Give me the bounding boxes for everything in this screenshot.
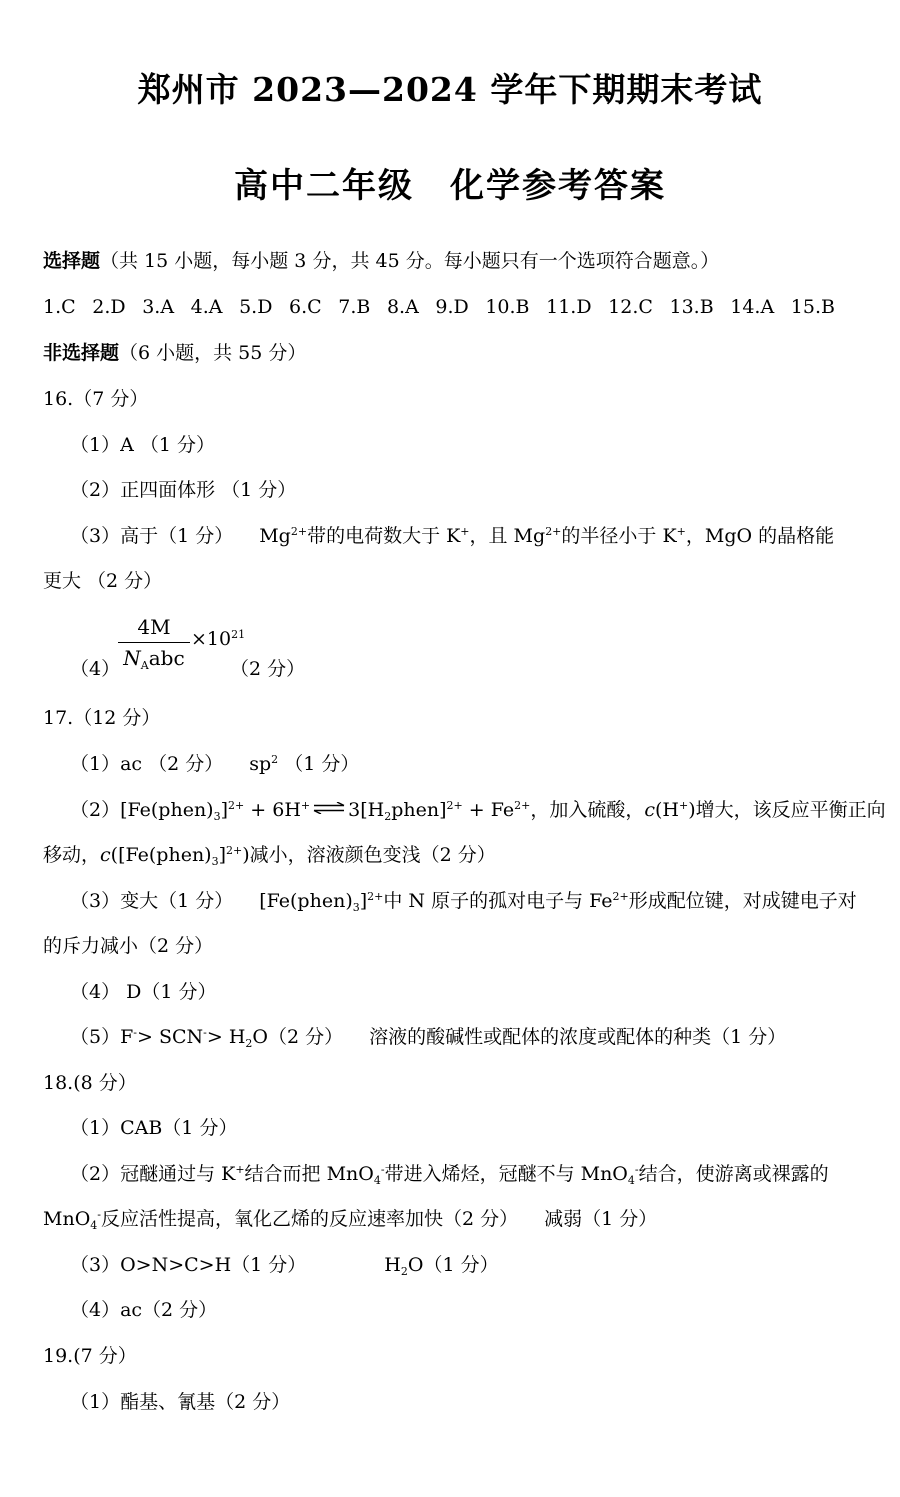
subscript: 4 (627, 1174, 635, 1187)
q16-part3-cont: 更大 （2 分） (43, 570, 163, 592)
text-span: 的半径小于 K (561, 525, 677, 547)
subscript: 2 (384, 810, 392, 823)
superscript: - (634, 1163, 639, 1176)
q18-part2-cont (43, 1205, 858, 1233)
q16-part3-answer: （3）高于（1 分） (70, 525, 234, 547)
mc-answer: 10.B (485, 296, 530, 318)
text-span: phen] (391, 799, 447, 821)
text-span: )增大，该反应平衡正向 (688, 799, 886, 821)
subscript: 2 (245, 1037, 253, 1050)
superscript: + (235, 1163, 245, 1176)
q18-part2 (70, 1160, 885, 1188)
text-span: 溶液的酸碱性或配体的浓度或配体的种类（1 分） (369, 1026, 787, 1048)
superscript: 2+ (228, 799, 245, 812)
mc-heading-line (43, 247, 858, 275)
text-span: abc (148, 646, 185, 670)
equilibrium-arrow-icon (312, 802, 346, 814)
subscript: 3 (211, 855, 219, 868)
fraction-denominator (118, 643, 190, 673)
text-span: （1 分） (278, 753, 360, 775)
superscript: 2+ (514, 799, 531, 812)
mc-answer: 13.B (669, 296, 714, 318)
mc-answer: 8.A (386, 296, 419, 318)
nonmc-heading-line (43, 339, 858, 367)
q16-part1: （1）A （1 分） (70, 434, 215, 456)
text-span: 减弱（1 分） (544, 1208, 658, 1230)
q17-part3 (70, 887, 885, 915)
text-span: ×10 (191, 628, 232, 650)
superscript: - (97, 1208, 101, 1221)
text-span: 3[H (348, 799, 385, 821)
text-span: ，加入硫酸， (530, 799, 645, 821)
q16-part4-label: （4） (70, 658, 121, 680)
superscript: 21 (231, 628, 246, 641)
text-span: 带的电荷数大于 K (307, 525, 461, 547)
text-span: 带进入烯烃，冠醚不与 MnO (384, 1163, 628, 1185)
mc-answer: 1.C (43, 296, 76, 318)
text-span: 中 N 原子的孤对电子与 Fe (383, 890, 613, 912)
text-span: 形成配位键，对成键电子对 (628, 890, 857, 912)
exam-title: 郑州市 2023—2024 学年下期期末考试 (137, 70, 763, 109)
q16-part2: （2）正四面体形 （1 分） (70, 479, 297, 501)
text-span: ，MgO 的晶格能 (685, 525, 835, 547)
superscript: + (679, 799, 689, 812)
text-span: sp (249, 753, 272, 775)
superscript: 2+ (612, 890, 629, 903)
text-span: ] (218, 844, 227, 866)
text-span: ] (359, 890, 368, 912)
q16-part4-points: （2 分） (230, 658, 306, 680)
q17-part5 (70, 1023, 885, 1051)
q18-header: 18.(8 分） (43, 1072, 137, 1094)
mc-answer: 11.D (546, 296, 592, 318)
density-fraction (118, 612, 190, 673)
text-span: （2）冠醚通过与 K (70, 1163, 236, 1185)
q16-part4 (70, 612, 470, 692)
subscript: 4 (373, 1174, 381, 1187)
text-span: + 6H (244, 799, 301, 821)
mc-answer: 7.B (338, 296, 371, 318)
superscript: 2+ (545, 525, 562, 538)
superscript: + (300, 799, 311, 812)
superscript: - (203, 1026, 207, 1039)
subscript: 2 (400, 1265, 408, 1278)
q17-part2 (70, 796, 885, 824)
q16-header: 16.（7 分） (43, 388, 149, 410)
text-span: O（2 分） (252, 1026, 344, 1048)
text-span: ] (220, 799, 229, 821)
q18-part3 (70, 1251, 885, 1279)
text-span: ([Fe(phen) (110, 844, 212, 866)
text-span: MnO (43, 1208, 91, 1230)
mc-answer: 14.A (730, 296, 775, 318)
superscript: - (133, 1026, 137, 1039)
superscript: 2+ (446, 799, 463, 812)
nonmc-note: （6 小题，共 55 分） (119, 342, 307, 364)
mc-heading: 选择题 (43, 250, 101, 272)
text-span: 结合而把 MnO (244, 1163, 374, 1185)
text-span: > H (206, 1026, 246, 1048)
text-span: + Fe (462, 799, 515, 821)
q17-part3-cont: 的斥力减小（2 分） (43, 935, 214, 957)
text-span: （3）O>N>C>H（1 分） (70, 1254, 307, 1276)
text-span: 结合，使游离或裸露的 (638, 1163, 829, 1185)
superscript: + (676, 525, 686, 538)
q18-part4: （4）ac（2 分） (70, 1299, 218, 1321)
power-of-ten (191, 628, 245, 650)
mc-answer: 5.D (239, 296, 273, 318)
text-span: Mg (259, 525, 291, 547)
mc-note: （共 15 小题，每小题 3 分，共 45 分。每小题只有一个选项符合题意。） (100, 250, 720, 272)
text-span: （3）变大（1 分） (70, 890, 234, 912)
mc-answer: 6.C (289, 296, 322, 318)
text-span: （2）[Fe(phen) (70, 799, 214, 821)
text-span: （1）ac （2 分） (70, 753, 224, 775)
text-span: [Fe(phen) (259, 890, 353, 912)
text-span: （5）F (70, 1026, 134, 1048)
q19-part1: （1）酯基、氰基（2 分） (70, 1391, 291, 1413)
superscript: 2+ (290, 525, 308, 538)
mc-answer: 3.A (142, 296, 175, 318)
mc-answer: 2.D (92, 296, 126, 318)
exam-subtitle: 高中二年级 化学参考答案 (234, 166, 666, 206)
superscript: 2+ (226, 844, 243, 857)
italic-symbol: c (644, 799, 656, 821)
nonmc-heading: 非选择题 (43, 342, 120, 364)
mc-answer: 4.A (190, 296, 223, 318)
q17-part1 (70, 750, 885, 778)
subscript: 3 (213, 810, 221, 823)
mc-answers (43, 293, 835, 321)
q16-part3 (70, 522, 885, 550)
q17-header: 17.（12 分） (43, 707, 161, 729)
text-span: 反应活性提高，氧化乙烯的反应速率加快（2 分） (101, 1208, 519, 1230)
superscript: + (460, 525, 470, 538)
q17-part4: （4） D（1 分） (70, 981, 217, 1003)
text-span: > SCN (137, 1026, 204, 1048)
italic-symbol: N (123, 646, 141, 670)
text-span: O（1 分） (407, 1254, 499, 1276)
superscript: - (380, 1163, 385, 1176)
subscript: 4 (90, 1219, 98, 1232)
mc-answer: 15.B (790, 296, 835, 318)
italic-symbol: c (100, 844, 111, 866)
text-span: 移动， (43, 844, 101, 866)
subscript: A (140, 659, 149, 672)
superscript: 2 (271, 753, 279, 766)
q17-part2-cont (43, 841, 858, 869)
fraction-numerator: 4M (137, 615, 171, 639)
q19-header: 19.(7 分） (43, 1345, 137, 1367)
text-span: ，且 Mg (469, 525, 546, 547)
mc-answer: 12.C (608, 296, 653, 318)
q18-part1: （1）CAB（1 分） (70, 1117, 238, 1139)
text-span: H (384, 1254, 401, 1276)
superscript: 2+ (367, 890, 384, 903)
subscript: 3 (352, 901, 360, 914)
text-span: (H (655, 799, 679, 821)
text-span: )减小，溶液颜色变浅（2 分） (242, 844, 496, 866)
mc-answer: 9.D (435, 296, 469, 318)
